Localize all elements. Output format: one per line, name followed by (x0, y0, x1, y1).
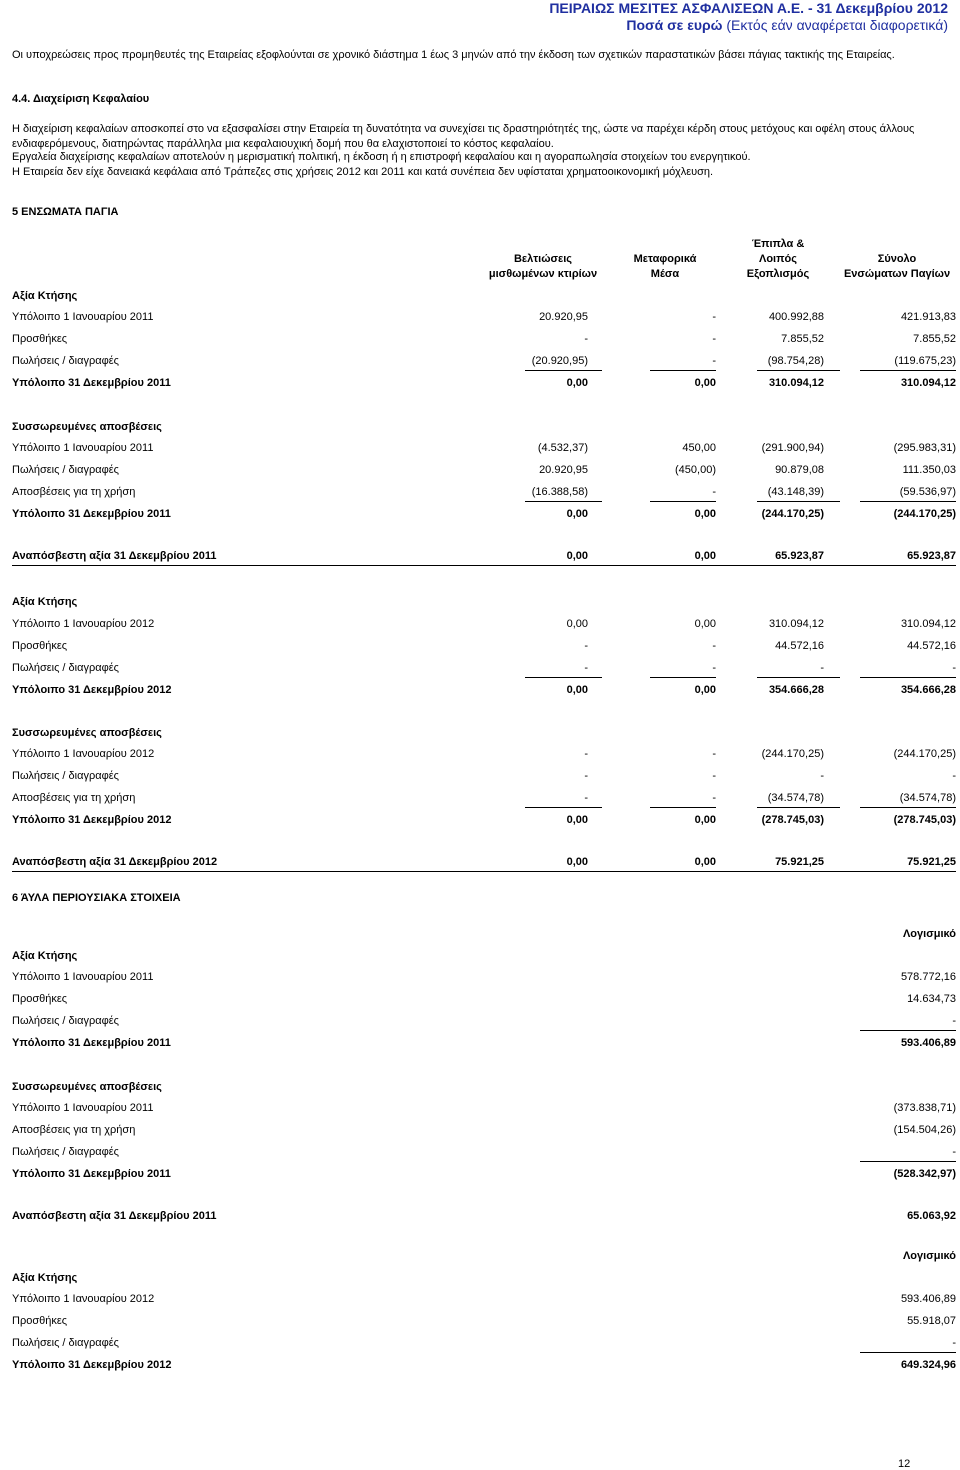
cell-vehicles: - (712, 486, 716, 498)
cell-vehicles: (450,00) (675, 464, 716, 476)
cell-leasehold: 0,00 (566, 814, 588, 826)
currency-note: Ποσά σε ευρώ (626, 17, 723, 33)
subtotal-rule (757, 807, 840, 808)
cell-leasehold: 0,00 (566, 377, 588, 389)
cell-furniture: (278.745,03) (761, 814, 824, 826)
cell-furniture: (43.148,39) (767, 486, 824, 498)
col-head-leasehold-text: Βελτιώσεις μισθωμένων κτιρίων (488, 253, 598, 280)
cell-total: (295.983,31) (893, 442, 956, 454)
table-row (12, 1146, 956, 1164)
suppliers-paragraph: Οι υποχρεώσεις προς προμηθευτές της Εταιρείας εξοφλούνται σε χρονικό διάστημα 1 έως 3 μηνών από την έκδοση των σχετικών παραστατικών βάσει πάγιας τακτικής της Εταιρείας. (12, 49, 895, 61)
cell-software: 593.406,89 (900, 1037, 956, 1049)
cell-vehicles: - (712, 770, 716, 782)
row-label: Πωλήσεις / διαγραφές (12, 464, 119, 476)
row-label: Προσθήκες (12, 640, 68, 652)
col-head-furniture-text: Έπιπλα & Λοιπός Εξοπλισμός (746, 238, 810, 280)
cell-vehicles: - (712, 333, 716, 345)
col-head-vehicles (605, 252, 725, 282)
s5-dep-2012-heading: Συσσωρευμένες αποσβέσεις (12, 727, 162, 739)
subtotal-rule (650, 677, 716, 678)
cell-furniture: 90.879,08 (775, 464, 824, 476)
row-label: Υπόλοιπο 31 Δεκεμβρίου 2011 (12, 508, 171, 520)
row-rule (12, 871, 956, 872)
cell-vehicles: - (712, 748, 716, 760)
cell-total: 421.913,83 (900, 311, 956, 323)
subtotal-rule (757, 370, 840, 371)
table-row (12, 618, 956, 636)
cell-vehicles: 0,00 (694, 508, 716, 520)
cell-leasehold: (16.388,58) (531, 486, 588, 498)
table-row (12, 1124, 956, 1142)
row-label: Αναπόσβεστη αξία 31 Δεκεμβρίου 2012 (12, 856, 218, 868)
cell-software: - (952, 1146, 956, 1158)
cell-total: (59.536,97) (899, 486, 956, 498)
cell-software: 14.634,73 (907, 993, 956, 1005)
table-row (12, 770, 956, 788)
cell-furniture: 44.572,16 (775, 640, 824, 652)
cell-software: (528.342,97) (893, 1168, 956, 1180)
row-rule (12, 565, 956, 566)
cell-software: 649.324,96 (900, 1359, 956, 1371)
cell-software: 65.063,92 (907, 1210, 956, 1222)
cell-software: 593.406,89 (900, 1293, 956, 1305)
subtotal-rule (860, 677, 956, 678)
col-head-furniture (718, 237, 838, 282)
report-header-title: ΠΕΙΡΑΙΩΣ ΜΕΣΙΤΕΣ ΑΣΦΑΛΙΣΕΩΝ Α.Ε. - 31 Δεκεμβρίου 2012 (549, 0, 948, 16)
col-head-leasehold (468, 252, 618, 282)
cell-total: (119.675,23) (894, 355, 956, 367)
table-row (12, 1168, 956, 1186)
cell-furniture: - (820, 770, 824, 782)
cell-furniture: 354.666,28 (768, 684, 824, 696)
capital-tools-paragraph: Εργαλεία διαχείρισης κεφαλαίων αποτελούν η μερισματική πολιτική, η έκδοση ή η επιστροφή κεφαλαίου και η αγοραπωλησία στοιχείων του ενεργητικού. (12, 151, 751, 163)
row-label: Υπόλοιπο 1 Ιανουαρίου 2011 (12, 971, 154, 983)
subtotal-rule (525, 677, 602, 678)
cell-total: 75.921,25 (907, 856, 956, 868)
s5-cost-2012-heading: Αξία Κτήσης (12, 596, 78, 608)
cell-furniture: 310.094,12 (768, 377, 824, 389)
row-label: Υπόλοιπο 31 Δεκεμβρίου 2012 (12, 1359, 172, 1371)
row-label: Υπόλοιπο 31 Δεκεμβρίου 2011 (12, 1168, 171, 1180)
row-label: Προσθήκες (12, 1315, 68, 1327)
subtotal-rule (757, 501, 840, 502)
subtotal-rule (650, 370, 716, 371)
cell-leasehold: - (584, 770, 588, 782)
cell-vehicles: - (712, 662, 716, 674)
cell-leasehold: - (584, 748, 588, 760)
capital-management-paragraph: Η διαχείριση κεφαλαίων αποσκοπεί στο να εξασφαλίσει στην Εταιρεία τη δυνατότητα να συνεχίσει τις δραστηριότητές της, ώστε να παρέχει κέρδη στους μετόχους και οφέλη στους άλλους ενδιαφερόμενους, διατηρώντας παράλληλα μια κεφαλαιουχική δομή που θα ελαχιστοποιεί το κόστος κεφαλαίου. (12, 123, 915, 150)
cell-furniture: (291.900,94) (761, 442, 824, 454)
cell-leasehold: 20.920,95 (539, 311, 588, 323)
cell-total: - (952, 662, 956, 674)
cell-vehicles: 0,00 (694, 684, 716, 696)
col-head-total (832, 252, 960, 282)
s6-cost-2012-heading: Αξία Κτήσης (12, 1272, 78, 1284)
cell-vehicles: 0,00 (694, 377, 716, 389)
section-4-4-heading: 4.4. Διαχείριση Κεφαλαίου (12, 93, 150, 105)
cell-total: 7.855,52 (913, 333, 956, 345)
subtotal-rule (860, 807, 956, 808)
cell-software: 55.918,07 (907, 1315, 956, 1327)
cell-total: 111.350,03 (902, 464, 956, 476)
s5-cost-2011-heading: Αξία Κτήσης (12, 290, 78, 302)
subtotal-rule (525, 807, 602, 808)
table-row (12, 1337, 956, 1355)
cell-furniture: 310.094,12 (768, 618, 824, 630)
table-row (12, 1015, 956, 1033)
col-head-total-text: Σύνολο Ενσώματων Παγίων (843, 253, 951, 280)
table-row (12, 1037, 956, 1055)
subtotal-rule (860, 1161, 956, 1162)
table-row (12, 1102, 956, 1120)
cell-leasehold: 0,00 (566, 856, 588, 868)
row-label: Υπόλοιπο 1 Ιανουαρίου 2012 (12, 1293, 155, 1305)
row-label: Υπόλοιπο 31 Δεκεμβρίου 2012 (12, 684, 172, 696)
section-5-title: 5 ΕΝΣΩΜΑΤΑ ΠΑΓΙΑ (12, 206, 119, 218)
table-row (12, 993, 956, 1011)
table-row (12, 1210, 956, 1228)
row-label: Υπόλοιπο 31 Δεκεμβρίου 2011 (12, 1037, 171, 1049)
cell-total: (278.745,03) (893, 814, 956, 826)
no-borrowings-paragraph: Η Εταιρεία δεν είχε δανειακά κεφάλαια από Τράπεζες στις χρήσεις 2012 και 2011 και κατά συνέπεια δεν υφίσταται χρηματοοικονομική μόχλευση. (12, 166, 714, 178)
section-6-title: 6 ΆΥΛΑ ΠΕΡΙΟΥΣΙΑΚΑ ΣΤΟΙΧΕΙΑ (12, 892, 181, 904)
cell-software: - (952, 1015, 956, 1027)
s5-dep-2011-heading: Συσσωρευμένες αποσβέσεις (12, 421, 162, 433)
cell-software: 578.772,16 (900, 971, 956, 983)
table-row (12, 1293, 956, 1311)
table-row (12, 333, 956, 351)
row-label: Πωλήσεις / διαγραφές (12, 355, 119, 367)
cell-furniture: 75.921,25 (775, 856, 824, 868)
subtotal-rule (650, 501, 716, 502)
row-label: Υπόλοιπο 31 Δεκεμβρίου 2012 (12, 814, 172, 826)
s6-cost-2011-heading: Αξία Κτήσης (12, 950, 78, 962)
row-label: Αναπόσβεστη αξία 31 Δεκεμβρίου 2011 (12, 1210, 217, 1222)
cell-total: (244.170,25) (893, 748, 956, 760)
subtotal-rule (757, 677, 840, 678)
cell-leasehold: 0,00 (566, 684, 588, 696)
cell-vehicles: - (712, 311, 716, 323)
col-head-software-2012: Λογισμικό (902, 1250, 956, 1262)
table-row (12, 442, 956, 460)
table-row (12, 814, 956, 832)
col-head-software: Λογισμικό (902, 928, 956, 940)
cell-furniture: (34.574,78) (767, 792, 824, 804)
subtotal-rule (860, 501, 956, 502)
cell-furniture: - (820, 662, 824, 674)
cell-leasehold: - (584, 640, 588, 652)
cell-furniture: (98.754,28) (767, 355, 824, 367)
table-row (12, 377, 956, 395)
cell-furniture: 65.923,87 (775, 550, 824, 562)
cell-vehicles: 0,00 (694, 856, 716, 868)
cell-software: (154.504,26) (893, 1124, 956, 1136)
row-label: Πωλήσεις / διαγραφές (12, 1015, 119, 1027)
subtotal-rule (860, 370, 956, 371)
row-label: Αναπόσβεστη αξία 31 Δεκεμβρίου 2011 (12, 550, 217, 562)
row-label: Υπόλοιπο 1 Ιανουαρίου 2012 (12, 618, 155, 630)
table-row (12, 311, 956, 329)
row-label: Υπόλοιπο 1 Ιανουαρίου 2011 (12, 311, 154, 323)
row-label: Υπόλοιπο 1 Ιανουαρίου 2011 (12, 442, 154, 454)
row-label: Αποσβέσεις για τη χρήση (12, 1124, 136, 1136)
cell-total: 354.666,28 (900, 684, 956, 696)
cell-vehicles: 450,00 (682, 442, 716, 454)
cell-furniture: (244.170,25) (761, 748, 824, 760)
row-label: Προσθήκες (12, 333, 68, 345)
subtotal-rule (525, 501, 602, 502)
cell-leasehold: (4.532,37) (537, 442, 588, 454)
row-label: Αποσβέσεις για τη χρήση (12, 792, 136, 804)
currency-note-rest: (Εκτός εάν αναφέρεται διαφορετικά) (722, 17, 948, 33)
cell-vehicles: - (712, 792, 716, 804)
row-label: Προσθήκες (12, 993, 68, 1005)
col-head-vehicles-text: Μεταφορικά Μέσα (633, 253, 697, 280)
cell-software: (373.838,71) (893, 1102, 956, 1114)
cell-furniture: 400.992,88 (768, 311, 824, 323)
table-row (12, 508, 956, 526)
cell-vehicles: - (712, 640, 716, 652)
cell-leasehold: 0,00 (566, 508, 588, 520)
cell-total: - (952, 770, 956, 782)
row-label: Πωλήσεις / διαγραφές (12, 662, 119, 674)
table-row (12, 684, 956, 702)
row-label: Υπόλοιπο 31 Δεκεμβρίου 2011 (12, 377, 171, 389)
cell-leasehold: - (584, 662, 588, 674)
table-row (12, 1315, 956, 1333)
cell-software: - (952, 1337, 956, 1349)
cell-total: 310.094,12 (900, 618, 956, 630)
cell-leasehold: (20.920,95) (531, 355, 588, 367)
subtotal-rule (860, 1030, 956, 1031)
cell-total: 65.923,87 (907, 550, 956, 562)
subtotal-rule (650, 807, 716, 808)
cell-vehicles: 0,00 (694, 814, 716, 826)
row-label: Πωλήσεις / διαγραφές (12, 1337, 119, 1349)
cell-leasehold: - (584, 792, 588, 804)
table-row (12, 464, 956, 482)
subtotal-rule (525, 370, 602, 371)
subtotal-rule (860, 1352, 956, 1353)
table-row (12, 748, 956, 766)
cell-leasehold: 0,00 (566, 618, 588, 630)
cell-leasehold: - (584, 333, 588, 345)
cell-total: (244.170,25) (893, 508, 956, 520)
cell-total: 310.094,12 (900, 377, 956, 389)
row-label: Υπόλοιπο 1 Ιανουαρίου 2012 (12, 748, 155, 760)
cell-vehicles: 0,00 (694, 618, 716, 630)
cell-vehicles: 0,00 (694, 550, 716, 562)
row-label: Πωλήσεις / διαγραφές (12, 770, 119, 782)
table-row (12, 640, 956, 658)
cell-furniture: 7.855,52 (781, 333, 824, 345)
row-label: Υπόλοιπο 1 Ιανουαρίου 2011 (12, 1102, 154, 1114)
cell-leasehold: 20.920,95 (539, 464, 588, 476)
row-label: Αποσβέσεις για τη χρήση (12, 486, 136, 498)
table-row (12, 1359, 956, 1377)
row-label: Πωλήσεις / διαγραφές (12, 1146, 119, 1158)
cell-total: 44.572,16 (907, 640, 956, 652)
cell-furniture: (244.170,25) (761, 508, 824, 520)
page-number: 12 (898, 1458, 911, 1470)
report-header-subtitle (626, 17, 948, 33)
s6-dep-2011-heading: Συσσωρευμένες αποσβέσεις (12, 1081, 162, 1093)
cell-vehicles: - (712, 355, 716, 367)
table-row (12, 971, 956, 989)
cell-total: (34.574,78) (899, 792, 956, 804)
cell-leasehold: 0,00 (566, 550, 588, 562)
